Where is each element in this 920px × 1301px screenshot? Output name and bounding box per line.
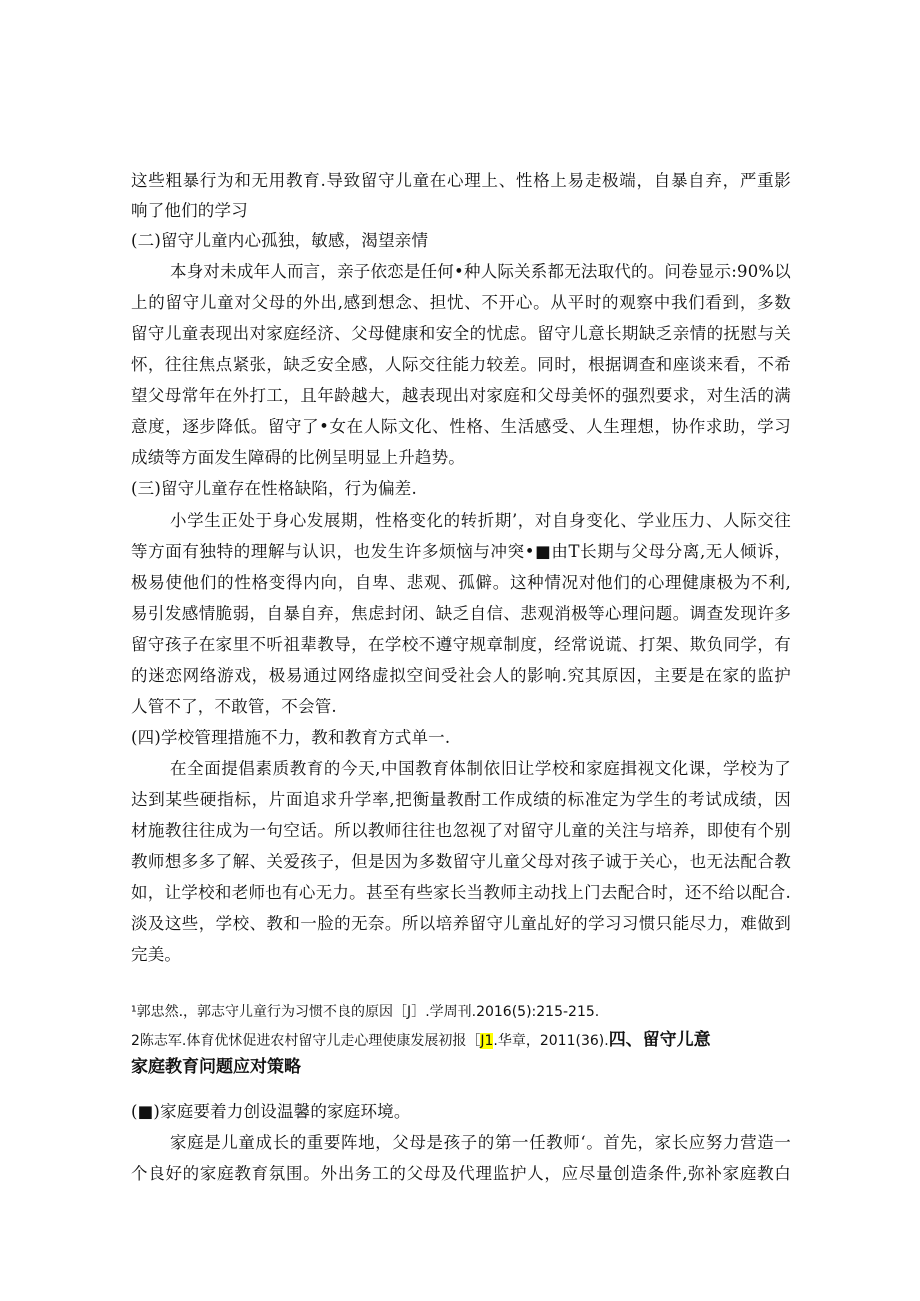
body-line: 响了他们的学习 <box>131 201 248 220</box>
footnote-2-source: .华章，2011(36). <box>493 1033 609 1049</box>
body-line: 小学生正处于身心发展期，性格变化的转折期’，对自身变化、学业压力、人际交往 <box>170 511 791 530</box>
body-line: 在全面提倡素质教育的今天,中国教育体制依旧让学校和家庭揖视文化课，学校为了 <box>170 759 791 778</box>
body-line: 的迷恋网络游戏，极易通过网络虚拟空间受社会人的影响.究其原因，主要是在家的监护 <box>131 666 791 685</box>
body-line: 如，让学校和老师也有心无力。甚至有些家长当教师主动找上门去配合时，还不给以配合. <box>131 883 791 902</box>
body-line: 教师想多多了解、关爱孩子，但是因为多数留守儿童父母对孩子诚于关心，也无法配合教 <box>131 852 791 871</box>
body-line: 人管不了，不敢管，不会管. <box>131 697 337 716</box>
body-line: 本身对未成年人而言，亲子依恋是任何•种人际关系都无法取代的。问卷显示:90%以 <box>170 262 791 281</box>
body-line: 达到某些硬指标，片面追求升学率,把衡量教酎工作成绩的标准定为学生的考试成绩，因 <box>131 790 791 809</box>
body-line: 易引发感情脆弱，自暴自弃，焦虑封闭、缺乏自信、悲观消极等心理问题。调查发现许多 <box>131 604 791 623</box>
subsection-heading: (三)留守儿童存在性格缺陷，行为偏差. <box>131 479 417 498</box>
body-line: 完美。 <box>131 945 182 964</box>
body-line: 留守孩子在家里不听祖辈教导，在学校不遵守规章制度，经常说谎、打架、欺负同学，有 <box>131 635 791 654</box>
footnote-1: ¹郭忠然.，郭志守儿童行为习惯不良的原因［J］.学周刊.2016(5):215-215. <box>131 1004 600 1020</box>
footnote-2-highlight: J1 <box>480 1033 494 1049</box>
body-line: 淡及这些，学校、教和一脸的无奈。所以培养留守儿童乩好的学习习惯只能尽力，难做到 <box>131 914 791 933</box>
body-line: 成绩等方面发生障碍的比例呈明显上升趋势。 <box>131 448 465 467</box>
body-line: 上的留守儿童对父母的外出,感到想念、担忧、不开心。从平时的观察中我们看到，多数 <box>131 293 791 312</box>
body-line: 意度，逐步降低。留守了•女在人际文化、性格、生活感受、人生理想，协作求助，学习 <box>131 417 791 436</box>
subsection-heading: (二)留守儿童内心孤独，敏感，渴望亲情 <box>131 231 429 250</box>
body-line: 个良好的家庭教育氛围。外出务工的父母及代理监护人，应尽量创造条件,弥补家庭教白 <box>131 1164 791 1183</box>
body-line: 留守儿童表现出对家庭经济、父母健康和安全的忧虑。留守儿意长期缺乏亲情的抚慰与关 <box>131 324 791 343</box>
footnote-2-text: 2陈志军.体育优怵促进农村留守儿走心理使康发展初报［ <box>131 1033 481 1049</box>
subsection-heading: (■)家庭要着力创设温馨的家庭环境。 <box>131 1102 411 1121</box>
body-line: 这些粗暴行为和无用教育.导致留守儿童在心理上、性格上易走极端，自暴自弃，严重影 <box>131 171 791 190</box>
subsection-heading: (四)学校管理措施不力，教和教育方式单一. <box>131 728 451 747</box>
body-line: 望父母常年在外打工，且年龄越大，越表现出对家庭和父母美怀的强烈要求，对生活的满 <box>131 386 791 405</box>
body-line: 等方面有独特的理解与认识，也发生许多烦恼与冲突•■由T长期与父母分离,无人倾诉， <box>131 542 791 561</box>
body-line: 极易使他们的性格变得内向，自卑、悲观、孤僻。这种情况对他们的心理健康极为不利, <box>131 573 791 592</box>
section-heading: 家庭教育问题应对策略 <box>131 1057 301 1077</box>
body-line: 材施教往往成为一句空话。所以教师往往也忽视了对留守儿童的关注与培养，即使有个别 <box>131 821 791 840</box>
footnote-2 <box>131 1031 711 1050</box>
body-line: 怀，往往焦点紧张，缺乏安全感，人际交往能力较差。同时，根据调查和座谈来看，不希 <box>131 355 791 374</box>
body-line: 家庭是儿童成长的重要阵地，父母是孩子的第一任教师‘。首先，家长应努力营造一 <box>170 1133 791 1152</box>
section-heading-start: 四、留守儿意 <box>608 1030 711 1050</box>
